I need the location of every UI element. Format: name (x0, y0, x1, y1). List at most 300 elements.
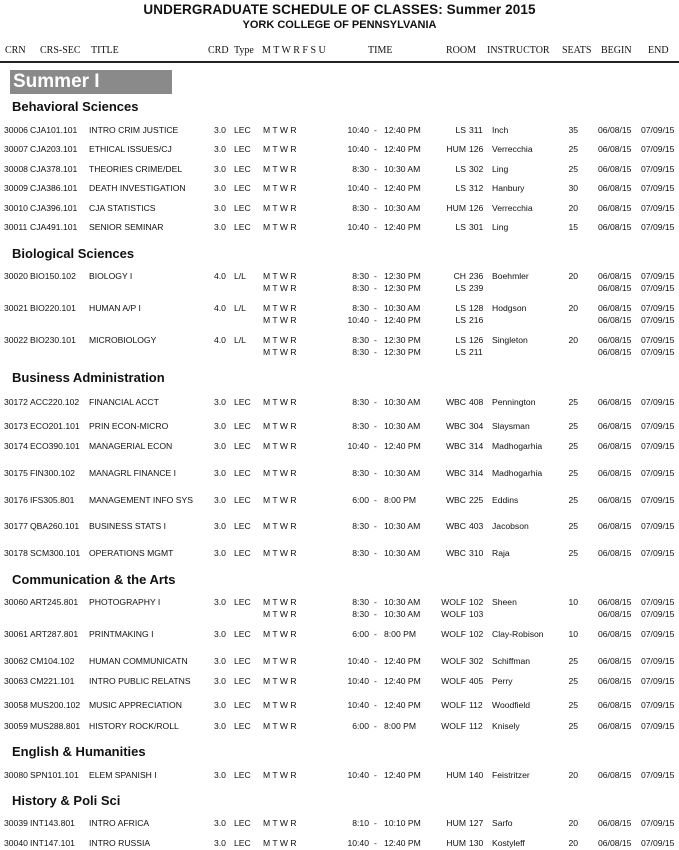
building-cell: WOLF (441, 676, 466, 686)
crn-cell: 30059 (4, 721, 28, 731)
room-number-cell: 304 (469, 421, 484, 431)
course-section-cell: ECO390.101 (30, 441, 80, 451)
credits-cell: 3.0 (214, 676, 226, 686)
time-end-cell: 10:30 AM (384, 203, 421, 213)
time-dash: - (374, 314, 377, 325)
time-dash: - (374, 441, 377, 451)
begin-date-cell: 06/08/15 (598, 421, 632, 431)
building-cell: WBC (445, 441, 466, 451)
time-start-cell: 8:30 (352, 521, 369, 531)
building-cell: WOLF (441, 629, 466, 639)
seats-cell: 20 (568, 303, 578, 313)
course-section-cell: BIO220.101 (30, 303, 76, 313)
course-title-cell: HISTORY ROCK/ROLL (89, 721, 179, 731)
time-end-cell: 12:40 PM (384, 144, 421, 154)
time-dash: - (374, 183, 377, 193)
days-cell: M T W R (263, 314, 297, 325)
time-end-cell: 10:30 AM (384, 303, 421, 313)
type-cell: LEC (234, 818, 251, 828)
building-cell: HUM (446, 144, 466, 154)
col-crs-sec: CRS-SEC (40, 45, 81, 56)
time-dash: - (374, 629, 377, 639)
course-title-cell: MANAGERIAL ECON (89, 441, 173, 451)
department-heading: Communication & the Arts (12, 572, 176, 587)
time-end-cell: 12:40 PM (384, 183, 421, 193)
time-start-cell: 10:40 (347, 222, 369, 232)
days-cell: M T W R (263, 164, 297, 174)
credits-cell: 3.0 (214, 125, 226, 135)
begin-date-cell: 06/08/15 (598, 629, 632, 639)
time-dash: - (374, 597, 377, 607)
days-cell: M T W R (263, 468, 297, 478)
instructor-cell: Clay-Robison (492, 629, 544, 639)
time-dash: - (374, 656, 377, 666)
instructor-cell: Sheen (492, 597, 517, 607)
instructor-cell: Jacobson (492, 521, 529, 531)
days-cell: M T W R (263, 203, 297, 213)
seats-cell: 10 (568, 629, 578, 639)
course-section-cell: ART287.801 (30, 629, 79, 639)
course-section-cell: CJA386.101 (30, 183, 78, 193)
type-cell: LEC (234, 770, 251, 780)
days-cell: M T W R (263, 495, 297, 505)
room-number-cell: 405 (469, 676, 484, 686)
time-start-cell: 8:30 (352, 335, 369, 345)
days-cell: M T W R (263, 700, 297, 710)
begin-date-cell: 06/08/15 (598, 282, 632, 293)
end-date-cell: 07/09/15 (641, 818, 675, 828)
begin-date-cell: 06/08/15 (598, 346, 632, 357)
credits-cell: 3.0 (214, 421, 226, 431)
instructor-cell: Madhogarhia (492, 441, 543, 451)
end-date-cell: 07/09/15 (641, 203, 675, 213)
begin-date-cell: 06/08/15 (598, 397, 632, 407)
time-dash: - (374, 468, 377, 478)
course-title-cell: CJA STATISTICS (89, 203, 156, 213)
end-date-cell: 07/09/15 (641, 282, 675, 293)
course-section-cell: CJA378.101 (30, 164, 78, 174)
credits-cell: 3.0 (214, 721, 226, 731)
time-dash: - (374, 335, 377, 345)
room-number-cell: 236 (469, 271, 484, 281)
type-cell: LEC (234, 203, 251, 213)
course-title-cell: BIOLOGY I (89, 271, 133, 281)
end-date-cell: 07/09/15 (641, 468, 675, 478)
room-number-cell: 311 (469, 125, 483, 135)
col-seats: SEATS (562, 45, 592, 56)
credits-cell: 3.0 (214, 597, 226, 607)
building-cell: WBC (445, 397, 466, 407)
time-dash: - (374, 421, 377, 431)
days-cell: M T W R (263, 144, 297, 154)
instructor-cell: Verrecchia (492, 144, 533, 154)
seats-cell: 25 (568, 521, 578, 531)
time-dash: - (374, 548, 377, 558)
col-time: TIME (368, 45, 393, 56)
instructor-cell: Sarfo (492, 818, 513, 828)
course-section-cell: CJA396.101 (30, 203, 78, 213)
time-start-cell: 8:30 (352, 303, 369, 313)
time-end-cell: 12:30 PM (384, 335, 421, 345)
crn-cell: 30008 (4, 164, 28, 174)
credits-cell: 4.0 (214, 303, 226, 313)
col-crd: CRD (208, 45, 229, 56)
time-end-cell: 12:30 PM (384, 271, 421, 281)
seats-cell: 20 (568, 335, 578, 345)
time-start-cell: 10:40 (347, 656, 369, 666)
time-start-cell: 8:30 (352, 608, 369, 619)
seats-cell: 25 (568, 700, 578, 710)
instructor-cell: Eddins (492, 495, 519, 505)
days-cell: M T W R (263, 676, 297, 686)
end-date-cell: 07/09/15 (641, 397, 675, 407)
time-start-cell: 10:40 (347, 441, 369, 451)
credits-cell: 3.0 (214, 838, 226, 848)
seats-cell: 25 (568, 676, 578, 686)
days-cell: M T W R (263, 548, 297, 558)
credits-cell: 3.0 (214, 144, 226, 154)
time-start-cell: 8:30 (352, 271, 369, 281)
time-end-cell: 12:40 PM (384, 656, 421, 666)
crn-cell: 30173 (4, 421, 28, 431)
days-cell: M T W R (263, 183, 297, 193)
crn-cell: 30010 (4, 203, 28, 213)
course-title-cell: ETHICAL ISSUES/CJ (89, 144, 172, 154)
days-cell: M T W R (263, 282, 297, 293)
course-title-cell: ELEM SPANISH I (89, 770, 157, 780)
room-number-cell: 112 (469, 721, 483, 731)
col-end: END (648, 45, 669, 56)
time-dash: - (374, 125, 377, 135)
building-cell: LS (455, 183, 466, 193)
time-dash: - (374, 203, 377, 213)
room-number-cell: 127 (469, 818, 484, 828)
crn-cell: 30172 (4, 397, 28, 407)
time-start-cell: 10:40 (347, 676, 369, 686)
col-room: ROOM (446, 45, 477, 56)
header-divider (0, 61, 679, 63)
seats-cell: 20 (568, 770, 578, 780)
course-section-cell: CJA491.101 (30, 222, 78, 232)
begin-date-cell: 06/08/15 (598, 608, 632, 619)
time-end-cell: 10:30 AM (384, 421, 421, 431)
time-end-cell: 10:30 AM (384, 521, 421, 531)
crn-cell: 30058 (4, 700, 28, 710)
time-end-cell: 10:30 AM (384, 608, 421, 619)
room-number-cell: 302 (469, 164, 484, 174)
course-title-cell: MANAGEMENT INFO SYS (89, 495, 193, 505)
department-heading: Behavioral Sciences (12, 99, 139, 114)
begin-date-cell: 06/08/15 (598, 770, 632, 780)
room-number-cell: 301 (469, 222, 484, 232)
credits-cell: 3.0 (214, 441, 226, 451)
begin-date-cell: 06/08/15 (598, 303, 632, 313)
days-cell: M T W R (263, 629, 297, 639)
building-cell: LS (455, 303, 466, 313)
course-title-cell: INTRO PUBLIC RELATNS (89, 676, 191, 686)
begin-date-cell: 06/08/15 (598, 818, 632, 828)
type-cell: LEC (234, 222, 251, 232)
time-end-cell: 12:40 PM (384, 770, 421, 780)
crn-cell: 30177 (4, 521, 28, 531)
room-number-cell: 408 (469, 397, 484, 407)
room-number-cell: 103 (469, 608, 484, 619)
credits-cell: 3.0 (214, 183, 226, 193)
time-end-cell: 8:00 PM (384, 629, 417, 639)
course-section-cell: FIN300.102 (30, 468, 75, 478)
time-end-cell: 8:00 PM (384, 495, 417, 505)
days-cell: M T W R (263, 397, 297, 407)
begin-date-cell: 06/08/15 (598, 222, 632, 232)
seats-cell: 25 (568, 144, 578, 154)
course-title-cell: FINANCIAL ACCT (89, 397, 159, 407)
seats-cell: 15 (568, 222, 578, 232)
begin-date-cell: 06/08/15 (598, 271, 632, 281)
begin-date-cell: 06/08/15 (598, 676, 632, 686)
room-number-cell: 239 (469, 282, 484, 293)
term-banner: Summer I (10, 70, 172, 94)
seats-cell: 20 (568, 818, 578, 828)
time-dash: - (374, 303, 377, 313)
credits-cell: 3.0 (214, 521, 226, 531)
time-start-cell: 6:00 (352, 721, 369, 731)
course-title-cell: BUSINESS STATS I (89, 521, 167, 531)
credits-cell: 3.0 (214, 770, 226, 780)
end-date-cell: 07/09/15 (641, 608, 675, 619)
time-start-cell: 10:40 (347, 183, 369, 193)
end-date-cell: 07/09/15 (641, 521, 675, 531)
time-dash: - (374, 222, 377, 232)
end-date-cell: 07/09/15 (641, 144, 675, 154)
seats-cell: 20 (568, 838, 578, 848)
course-title-cell: DEATH INVESTIGATION (89, 183, 186, 193)
end-date-cell: 07/09/15 (641, 441, 675, 451)
room-number-cell: 314 (469, 468, 484, 478)
seats-cell: 25 (568, 468, 578, 478)
course-title-cell: INTRO AFRICA (89, 818, 150, 828)
room-number-cell: 403 (469, 521, 484, 531)
time-end-cell: 10:10 PM (384, 818, 421, 828)
begin-date-cell: 06/08/15 (598, 144, 632, 154)
course-title-cell: HUMAN COMMUNICATN (89, 656, 188, 666)
credits-cell: 4.0 (214, 335, 226, 345)
credits-cell: 3.0 (214, 397, 226, 407)
days-cell: M T W R (263, 222, 297, 232)
department-heading: English & Humanities (12, 744, 146, 759)
credits-cell: 3.0 (214, 629, 226, 639)
instructor-cell: Singleton (492, 335, 528, 345)
credits-cell: 3.0 (214, 222, 226, 232)
begin-date-cell: 06/08/15 (598, 335, 632, 345)
type-cell: LEC (234, 656, 251, 666)
crn-cell: 30175 (4, 468, 28, 478)
crn-cell: 30040 (4, 838, 28, 848)
type-cell: LEC (234, 441, 251, 451)
time-start-cell: 8:30 (352, 397, 369, 407)
credits-cell: 3.0 (214, 164, 226, 174)
instructor-cell: Hanbury (492, 183, 525, 193)
begin-date-cell: 06/08/15 (598, 314, 632, 325)
col-days: M T W R F S U (262, 45, 326, 56)
room-number-cell: 312 (469, 183, 484, 193)
time-dash: - (374, 144, 377, 154)
building-cell: LS (455, 125, 466, 135)
credits-cell: 3.0 (214, 548, 226, 558)
crn-cell: 30062 (4, 656, 28, 666)
col-crn: CRN (5, 45, 26, 56)
course-section-cell: CJA203.101 (30, 144, 78, 154)
type-cell: L/L (234, 271, 246, 281)
time-end-cell: 12:40 PM (384, 676, 421, 686)
begin-date-cell: 06/08/15 (598, 468, 632, 478)
crn-cell: 30039 (4, 818, 28, 828)
room-number-cell: 225 (469, 495, 484, 505)
type-cell: LEC (234, 183, 251, 193)
building-cell: WOLF (441, 721, 466, 731)
end-date-cell: 07/09/15 (641, 597, 675, 607)
col-title: TITLE (91, 45, 119, 56)
time-dash: - (374, 495, 377, 505)
time-dash: - (374, 271, 377, 281)
course-title-cell: PRINTMAKING I (89, 629, 154, 639)
crn-cell: 30174 (4, 441, 28, 451)
time-start-cell: 8:30 (352, 346, 369, 357)
seats-cell: 25 (568, 441, 578, 451)
building-cell: WBC (445, 468, 466, 478)
course-section-cell: MUS288.801 (30, 721, 81, 731)
course-title-cell: INTRO CRIM JUSTICE (89, 125, 179, 135)
room-number-cell: 112 (469, 700, 483, 710)
credits-cell: 3.0 (214, 818, 226, 828)
instructor-cell: Kostyleff (492, 838, 525, 848)
crn-cell: 30176 (4, 495, 28, 505)
course-title-cell: INTRO RUSSIA (89, 838, 151, 848)
begin-date-cell: 06/08/15 (598, 721, 632, 731)
time-end-cell: 10:30 AM (384, 164, 421, 174)
end-date-cell: 07/09/15 (641, 183, 675, 193)
days-cell: M T W R (263, 721, 297, 731)
type-cell: LEC (234, 721, 251, 731)
room-number-cell: 102 (469, 597, 484, 607)
seats-cell: 25 (568, 656, 578, 666)
time-start-cell: 8:30 (352, 203, 369, 213)
time-dash: - (374, 397, 377, 407)
building-cell: WOLF (441, 608, 466, 619)
course-section-cell: INT147.101 (30, 838, 75, 848)
crn-cell: 30060 (4, 597, 28, 607)
time-dash: - (374, 676, 377, 686)
time-end-cell: 12:40 PM (384, 314, 421, 325)
time-end-cell: 12:30 PM (384, 346, 421, 357)
building-cell: HUM (446, 203, 466, 213)
seats-cell: 25 (568, 721, 578, 731)
days-cell: M T W R (263, 597, 297, 607)
department-heading: History & Poli Sci (12, 793, 121, 808)
building-cell: LS (455, 346, 466, 357)
crn-cell: 30021 (4, 303, 28, 313)
end-date-cell: 07/09/15 (641, 656, 675, 666)
course-section-cell: ART245.801 (30, 597, 79, 607)
time-end-cell: 10:30 AM (384, 597, 421, 607)
days-cell: M T W R (263, 521, 297, 531)
building-cell: CH (453, 271, 466, 281)
days-cell: M T W R (263, 335, 297, 345)
crn-cell: 30006 (4, 125, 28, 135)
college-name: YORK COLLEGE OF PENNSYLVANIA (242, 19, 437, 31)
end-date-cell: 07/09/15 (641, 421, 675, 431)
type-cell: LEC (234, 597, 251, 607)
time-end-cell: 12:40 PM (384, 838, 421, 848)
course-section-cell: ACC220.102 (30, 397, 80, 407)
end-date-cell: 07/09/15 (641, 700, 675, 710)
credits-cell: 4.0 (214, 271, 226, 281)
time-dash: - (374, 770, 377, 780)
type-cell: L/L (234, 335, 246, 345)
course-section-cell: CM221.101 (30, 676, 75, 686)
time-start-cell: 10:40 (347, 700, 369, 710)
instructor-cell: Pennington (492, 397, 536, 407)
type-cell: LEC (234, 468, 251, 478)
type-cell: LEC (234, 421, 251, 431)
begin-date-cell: 06/08/15 (598, 521, 632, 531)
instructor-cell: Knisely (492, 721, 520, 731)
time-dash: - (374, 838, 377, 848)
days-cell: M T W R (263, 421, 297, 431)
time-start-cell: 10:40 (347, 314, 369, 325)
instructor-cell: Slaysman (492, 421, 530, 431)
instructor-cell: Verrecchia (492, 203, 533, 213)
seats-cell: 25 (568, 164, 578, 174)
end-date-cell: 07/09/15 (641, 676, 675, 686)
course-section-cell: CM104.102 (30, 656, 75, 666)
course-title-cell: MICROBIOLOGY (89, 335, 157, 345)
building-cell: HUM (446, 838, 466, 848)
room-number-cell: 128 (469, 303, 484, 313)
begin-date-cell: 06/08/15 (598, 164, 632, 174)
room-number-cell: 126 (469, 203, 484, 213)
crn-cell: 30022 (4, 335, 28, 345)
end-date-cell: 07/09/15 (641, 222, 675, 232)
type-cell: LEC (234, 700, 251, 710)
building-cell: HUM (446, 770, 466, 780)
type-cell: L/L (234, 303, 246, 313)
course-title-cell: PRIN ECON-MICRO (89, 421, 169, 431)
course-section-cell: SPN101.101 (30, 770, 79, 780)
days-cell: M T W R (263, 608, 297, 619)
building-cell: HUM (446, 818, 466, 828)
begin-date-cell: 06/08/15 (598, 597, 632, 607)
instructor-cell: Schiffman (492, 656, 531, 666)
begin-date-cell: 06/08/15 (598, 495, 632, 505)
building-cell: WBC (445, 521, 466, 531)
begin-date-cell: 06/08/15 (598, 700, 632, 710)
credits-cell: 3.0 (214, 495, 226, 505)
building-cell: LS (455, 222, 466, 232)
credits-cell: 3.0 (214, 700, 226, 710)
course-section-cell: BIO150.102 (30, 271, 76, 281)
days-cell: M T W R (263, 125, 297, 135)
begin-date-cell: 06/08/15 (598, 183, 632, 193)
time-start-cell: 10:40 (347, 125, 369, 135)
building-cell: LS (455, 335, 466, 345)
col-instructor: INSTRUCTOR (487, 45, 550, 56)
type-cell: LEC (234, 629, 251, 639)
type-cell: LEC (234, 164, 251, 174)
instructor-cell: Woodfield (492, 700, 531, 710)
course-title-cell: MANAGRL FINANCE I (89, 468, 177, 478)
begin-date-cell: 06/08/15 (598, 441, 632, 451)
type-cell: LEC (234, 548, 251, 558)
